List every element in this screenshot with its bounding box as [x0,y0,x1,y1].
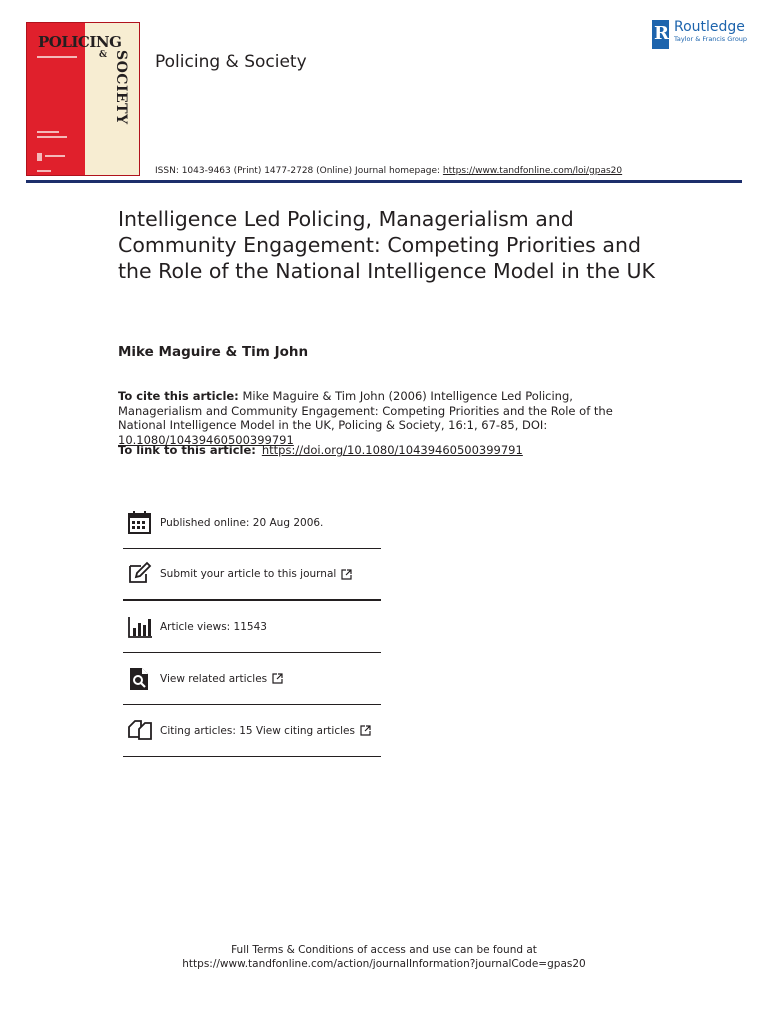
article-views-row [123,601,381,653]
journal-cover [26,22,140,176]
header-rule [26,180,742,183]
article-link-label: To link to this article: [118,443,256,457]
search-document-icon [127,666,157,692]
footer-terms-url[interactable]: https://www.tandfonline.com/action/journalInformation?journalCode=gpas20 [182,958,586,970]
publisher-name: Routledge [674,19,745,35]
external-link-icon [272,669,283,688]
issn-text: ISSN: 1043-9463 (Print) 1477-2728 (Online) Journal homepage: [155,166,443,176]
article-title: Intelligence Led Policing, Managerialism and Community Engagement: Competing Priorities and the Role of the National Intelligence Model in the UK [118,207,655,283]
cover-detail-line [37,56,77,58]
journal-title: Policing & Society [155,52,307,72]
submit-article-link[interactable]: Submit your article to this journal [160,568,337,580]
published-online-row [123,497,381,549]
external-link-icon [341,565,352,584]
edit-icon [127,561,157,587]
routledge-mark-icon: R [652,20,669,49]
cover-title-top: POLICING [38,33,122,51]
journal-homepage-link[interactable]: https://www.tandfonline.com/loi/gpas20 [442,166,623,176]
article-authors: Mike Maguire & Tim John [118,344,309,360]
publisher-group: Taylor & Francis Group [674,35,748,43]
citation-label: To cite this article: [118,389,239,403]
cover-detail-line [37,136,67,138]
publisher-logo [652,20,747,49]
doi-link[interactable]: 10.1080/10439460500399791 [118,432,294,447]
submit-article-row[interactable] [123,549,381,601]
view-related-articles-link[interactable]: View related articles [160,672,268,685]
issn-line [155,166,622,176]
bar-chart-icon [127,614,157,640]
citing-articles-row[interactable] [123,705,381,757]
cover-title-amp: & [99,50,108,60]
cover-detail-line [45,155,65,157]
citation-block [118,389,648,447]
citation-text: Mike Maguire & Tim John (2006) Intelligence Led Policing, Managerialism and Community Engagement: Competing Priorities and the Role of the National Intelligence Model in the UK, Policing & Society, 16:1, 67-85, DOI: [118,389,613,432]
cover-title-side: SOCIETY [113,50,129,125]
article-link-line [118,443,523,457]
published-online-text: Published online: 20 Aug 2006. [160,516,324,529]
citing-articles-icon [127,718,157,744]
cover-detail-line [37,131,59,133]
related-articles-row[interactable] [123,653,381,705]
footer [0,943,768,971]
article-info-list [123,497,381,757]
citing-articles-link[interactable]: Citing articles: 15 View citing articles [160,724,355,737]
article-views-text: Article views: 11543 [160,620,267,633]
article-doi-url-link[interactable]: https://doi.org/10.1080/10439460500399791 [261,443,523,457]
cover-detail-line [37,170,51,172]
external-link-icon [360,721,371,740]
cover-publisher-logo [37,153,42,161]
calendar-icon [127,510,157,536]
footer-terms-text: Full Terms & Conditions of access and use can be found at [231,944,537,956]
